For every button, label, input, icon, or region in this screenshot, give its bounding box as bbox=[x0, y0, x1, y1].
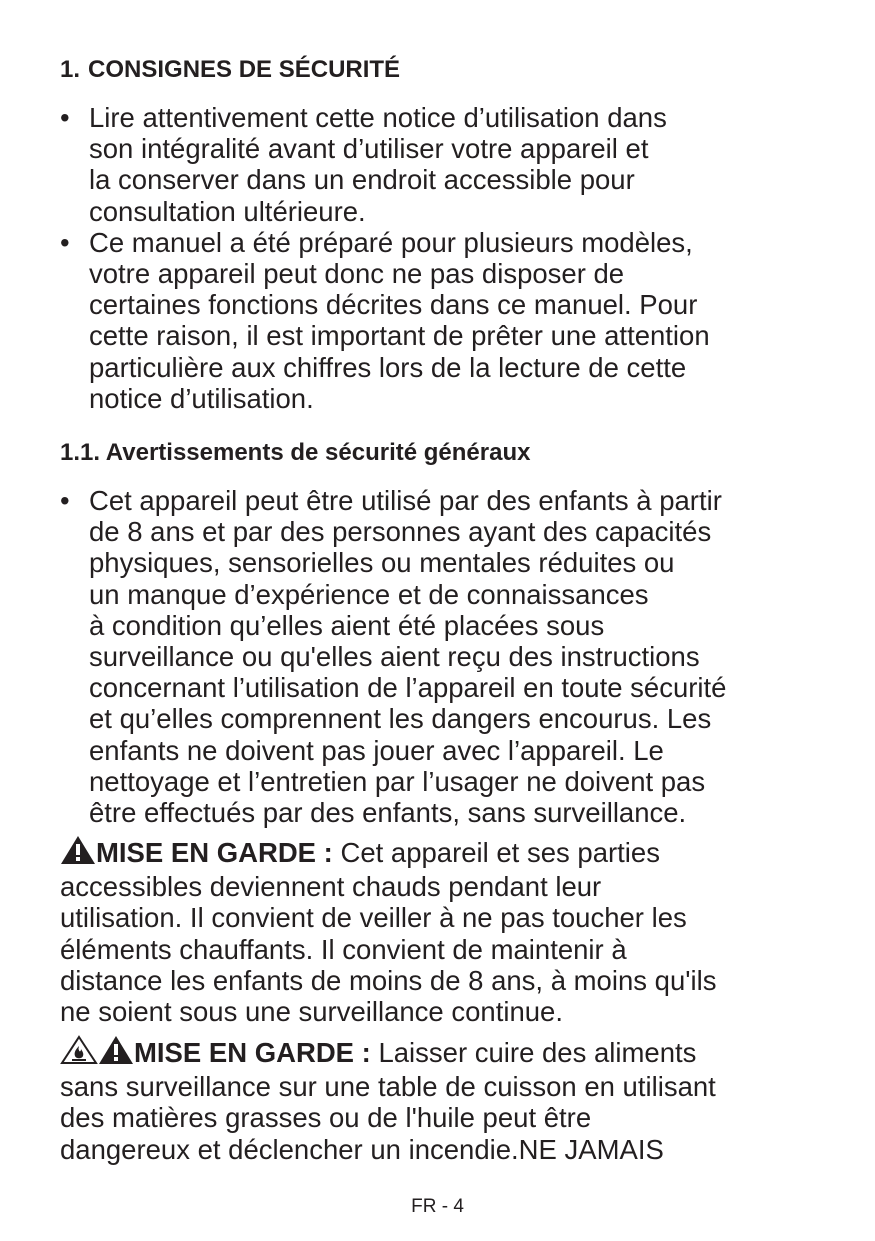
warning-label: MISE EN GARDE : bbox=[96, 837, 333, 868]
warning-fire-hazard: MISE EN GARDE : Laisser cuire des aliments sans surveillance sur une table de cuisson en utilisant des matières grasses ou de l'huile peut être dangereux et déclencher un incendie.NE JAMAIS bbox=[60, 1037, 716, 1165]
warning-triangle-icon bbox=[60, 835, 96, 871]
warning-triangle-icon bbox=[98, 1035, 134, 1071]
general-bullet-list bbox=[60, 485, 820, 828]
section-heading bbox=[60, 56, 400, 84]
list-item: • Ce manuel a été préparé pour plusieurs modèles, votre appareil peut donc ne pas disposer de certaines fonctions décrites dans ce manuel. Pour cette raison, il est important de prêter une attention particulière aux chiffres lors de la lecture de cette notice d’utilisation. bbox=[60, 226, 710, 414]
subsection-heading: 1.1. Avertissements de sécurité généraux bbox=[60, 439, 531, 466]
warning-label: MISE EN GARDE : bbox=[134, 1037, 371, 1068]
page-number: FR - 4 bbox=[411, 1196, 464, 1217]
list-item: • Cet appareil peut être utilisé par des enfants à partir de 8 ans et par des personnes ayant des capacités physiques, sensorielles ou mentales réduites ou un manque d’expérience et de connaissances à condition qu’elles aient été placées sous surveillance ou qu'elles aient reçu des instructions concernant l’utilisation de l’appareil en toute sécurité et qu’elles comprennent les dangers encourus. Les enfants ne doivent pas jouer avec l’appareil. Le nettoyage et l’entretien par l’usager ne doivent pas être effectués par des enfants, sans surveillance. bbox=[60, 485, 727, 829]
list-item: • Lire attentivement cette notice d’utilisation dans son intégralité avant d’utiliser votre appareil et la conserver dans un endroit accessible pour consultation ultérieure. bbox=[60, 102, 667, 227]
section-title: CONSIGNES DE SÉCURITÉ bbox=[88, 56, 401, 83]
fire-hazard-icon bbox=[60, 1035, 98, 1071]
section-number: 1. bbox=[60, 56, 81, 83]
warning-hot-surfaces: MISE EN GARDE : Cet appareil et ses parties accessibles deviennent chauds pendant leur utilisation. Il convient de veiller à ne pas toucher les éléments chauffants. Il convient de maintenir à distance les enfants de moins de 8 ans, à moins qu'ils ne soient sous une surveillance continue. bbox=[60, 837, 717, 1028]
intro-bullet-list bbox=[60, 102, 820, 414]
